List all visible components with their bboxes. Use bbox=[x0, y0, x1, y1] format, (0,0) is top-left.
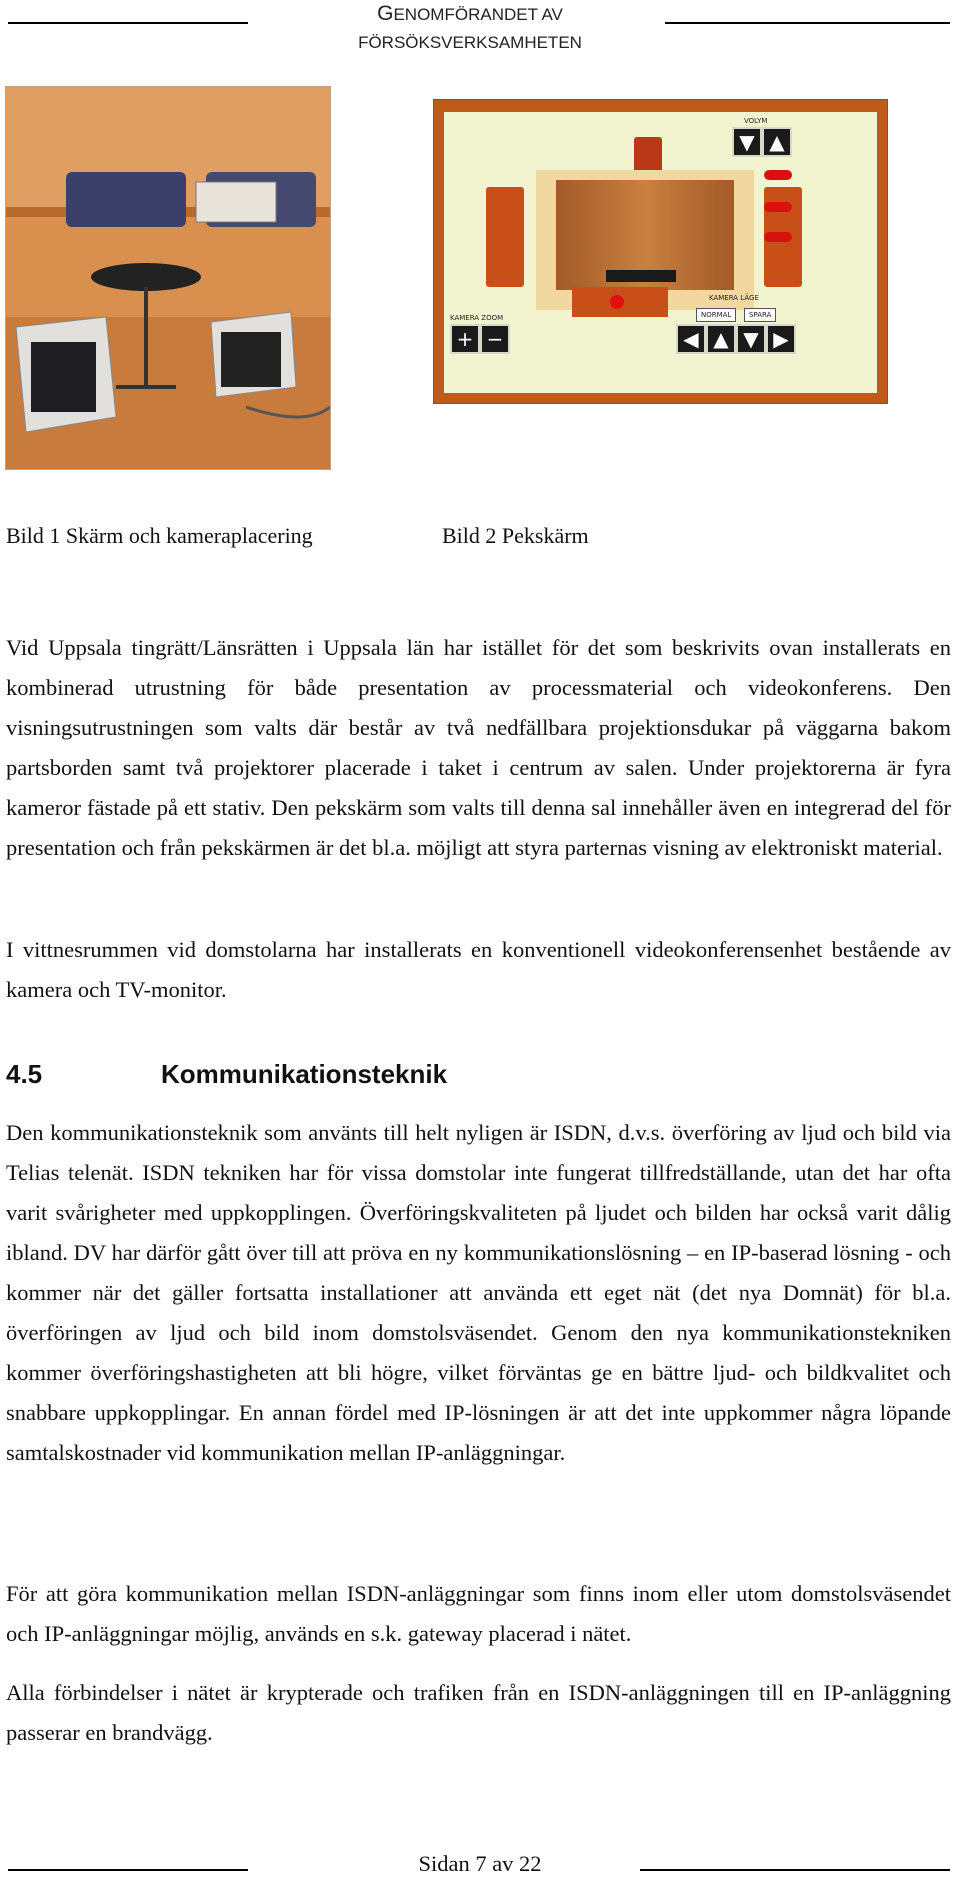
volume-label: VOLYM bbox=[744, 117, 768, 125]
header-rule-right bbox=[665, 22, 950, 24]
arrow-down-button[interactable]: ▼ bbox=[736, 324, 766, 354]
courtroom-photo-drawing bbox=[6, 87, 330, 469]
header-rule-left bbox=[8, 22, 248, 24]
volume-down-button[interactable]: ▼ bbox=[732, 127, 762, 157]
arrow-up-button[interactable]: ▲ bbox=[706, 324, 736, 354]
arrow-left-button[interactable]: ◀ bbox=[676, 324, 706, 354]
paragraph-isdn: Den kommunikationsteknik som använts till helt nyligen är ISDN, d.v.s. överföring av ljud och bild via Telias telenät. ISDN tekniken har för vissa domstolar inte fungerat tillfredställande, utan det har ofta varit svårigheter med uppkopplingen. Överföringskvaliteten på ljudet och bilden har också varit dålig ibland. DV har därför gått över till att pröva en ny kommunikationslösning – en IP-baserad lösning - och kommer när det gäller fortsatta installationer att använda ett eget nät (det nya Domnät) för bl.a. överföringen av ljud och bild inom domstolsväsendet. Genom den nya kommunikationstekniken kommer överföringshastigheten att bli högre, vilket förväntas ge en bättre ljud- och bildkvalitet och snabbare uppkopplingar. En annan fördel med IP-lösningen är att det inte uppkommer några löpande samtalskostnader vid kommunikation mellan IP-anläggningar. bbox=[6, 1120, 951, 1465]
touchscreen-display bbox=[444, 112, 877, 393]
bottom-camera-panel bbox=[572, 287, 668, 317]
paragraph-gateway: För att göra kommunikation mellan ISDN-anläggningar som finns inom eller utom domstolsväsendet och IP-anläggningar möjlig, används en s.k. gateway placerad i nätet. bbox=[6, 1581, 951, 1646]
running-header: GENOMFÖRANDET AV FÖRSÖKSVERKSAMHETEN bbox=[358, 2, 582, 52]
section-heading bbox=[6, 1059, 447, 1090]
section-title: Kommunikationsteknik bbox=[161, 1059, 448, 1089]
touchscreen-photo bbox=[433, 99, 888, 404]
courtroom-photo bbox=[5, 86, 331, 470]
camera-icon bbox=[634, 137, 662, 173]
normal-button[interactable]: NORMAL bbox=[696, 308, 736, 322]
section-number: 4.5 bbox=[6, 1059, 43, 1089]
save-button[interactable]: SPARA bbox=[744, 308, 776, 322]
indicator-red-1 bbox=[764, 170, 792, 180]
paragraph-uppsala: Vid Uppsala tingrätt/Länsrätten i Uppsala län har istället för det som beskrivits ovan installerats en kombinerad utrustning för både presentation av processmaterial och videokonferens. Den visningsutrustningen som valts där består av två nedfällbara projektionsdukar på väggarna bakom partsborden samt två projektorer placerade i taket i centrum av salen. Under projektorerna är fyra kameror fästade på ett stativ. Den pekskärm som valts till denna sal innehåller även en integrerad del för presentation och från pekskärmen är det bl.a. möjligt att styra parternas visning av elektroniskt material. bbox=[6, 635, 951, 860]
indicator-red-2 bbox=[764, 202, 792, 212]
arrow-right-button[interactable]: ▶ bbox=[766, 324, 796, 354]
zoom-out-button[interactable]: − bbox=[480, 324, 510, 354]
indicator-red-3 bbox=[764, 232, 792, 242]
figure-caption-1: Bild 1 Skärm och kameraplacering bbox=[6, 523, 313, 548]
paragraph-witness-rooms: I vittnesrummen vid domstolarna har installerats en konventionell videokonferensenhet bestående av kamera och TV-monitor. bbox=[6, 937, 951, 1002]
figure-caption-2: Bild 2 Pekskärm bbox=[442, 523, 589, 548]
zoom-label: KAMERA ZOOM bbox=[450, 314, 504, 322]
camera-mode-label: KAMERA LÄGE bbox=[709, 294, 759, 302]
page-number: Sidan 7 av 22 bbox=[418, 1851, 542, 1876]
volume-up-button[interactable]: ▲ bbox=[762, 127, 792, 157]
left-camera-panel bbox=[486, 187, 524, 287]
paragraph-encryption: Alla förbindelser i nätet är krypterade och trafiken från en ISDN-anläggningen till en IP-anläggning passerar en brandvägg. bbox=[6, 1680, 951, 1745]
zoom-in-button[interactable]: + bbox=[450, 324, 480, 354]
